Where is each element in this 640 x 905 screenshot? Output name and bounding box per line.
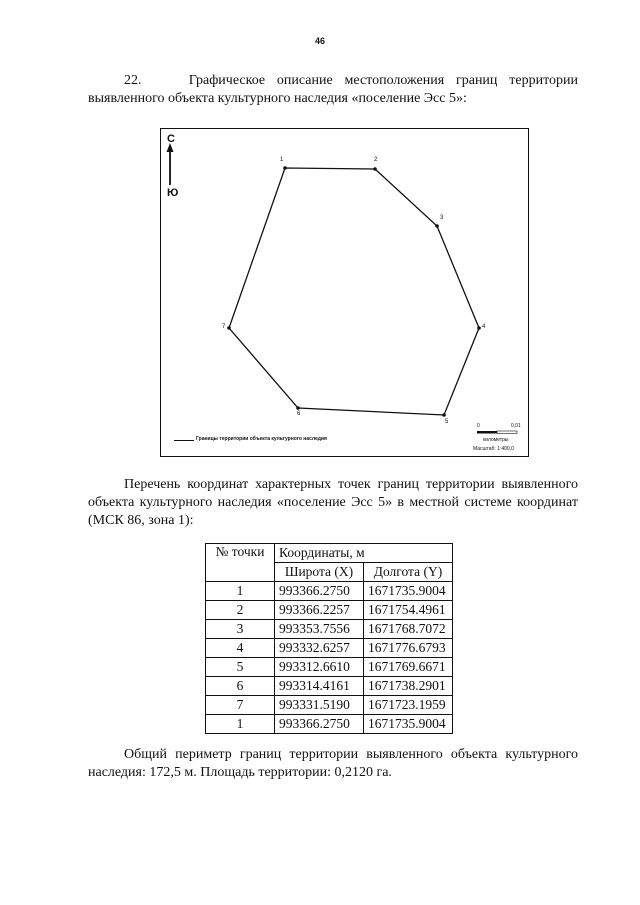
boundary-point-6 [296,406,300,410]
legend-line-icon [174,440,194,441]
row-y: 1671754.4961 [364,601,453,620]
table-row [206,620,453,639]
row-x: 993366.2257 [275,601,364,620]
south-label: Ю [167,187,179,199]
row-point: 5 [206,658,275,677]
row-point: 3 [206,620,275,639]
territory-boundary [229,168,479,415]
north-label: С [167,133,175,145]
row-y: 1671723.1959 [364,696,453,715]
table-row [206,582,453,601]
boundary-map [160,128,529,457]
point-label-2: 2 [374,157,378,163]
row-x: 993353.7556 [275,620,364,639]
scale-unit: километры [483,437,509,443]
row-x: 993366.2750 [275,582,364,601]
header-coords: Координаты, м [275,544,453,563]
scale-max: 0,01 [511,423,521,429]
boundary-point-1 [283,166,287,170]
row-point: 7 [206,696,275,715]
map-drawing [161,129,530,458]
scale-zero: 0 [477,423,480,429]
row-y: 1671768.7072 [364,620,453,639]
table-header-row [206,544,453,563]
row-point: 1 [206,582,275,601]
header-lon: Долгота (Y) [364,563,453,582]
summary: Общий периметр границ территории выявленного объекта культурного наследия: 172,5 м. Площадь территории: 0,2120 га. [88,747,578,780]
row-point: 2 [206,601,275,620]
point-label-6: 6 [297,411,301,417]
point-label-1: 1 [280,157,284,163]
row-x: 993312.6610 [275,658,364,677]
row-point: 6 [206,677,275,696]
row-point: 4 [206,639,275,658]
boundary-point-4 [477,326,481,330]
scale-bar-black [477,431,497,434]
table-row [206,677,453,696]
header-lat: Широта (X) [275,563,364,582]
coords-intro: Перечень координат характерных точек границ территории выявленного объекта культурного наследия «поселение Эсс 5» в местной системе координат (МСК 86, зона 1): [88,477,578,528]
row-x: 993314.4161 [275,677,364,696]
boundary-point-2 [373,167,377,171]
row-y: 1671738.2901 [364,677,453,696]
row-y: 1671776.6793 [364,639,453,658]
point-label-7: 7 [222,324,226,330]
scale-text: Масштаб: 1:400,0 [473,446,514,452]
section-heading: 22. Графическое описание местоположения границ территории выявленного объекта культурного наследия «поселение Эсс 5»: [88,73,578,106]
point-label-4: 4 [482,324,486,330]
point-label-5: 5 [445,419,449,425]
row-x: 993332.6257 [275,639,364,658]
coordinates-table [205,543,453,734]
scale-bar-white [497,431,517,434]
boundary-point-5 [442,413,446,417]
row-y: 1671769.6671 [364,658,453,677]
page-number: 46 [314,36,325,46]
row-x: 993331.5190 [275,696,364,715]
table-row [206,715,453,734]
table-row [206,658,453,677]
boundary-point-7 [227,326,231,330]
table-row [206,639,453,658]
table-row [206,601,453,620]
point-label-3: 3 [440,215,444,221]
legend-label: Границы территории объекта культурного наследия [196,436,327,442]
row-y: 1671735.9004 [364,582,453,601]
boundary-point-3 [435,224,439,228]
table-row [206,696,453,715]
row-y: 1671735.9004 [364,715,453,734]
row-x: 993366.2750 [275,715,364,734]
row-point: 1 [206,715,275,734]
header-point: № точки [206,544,275,582]
